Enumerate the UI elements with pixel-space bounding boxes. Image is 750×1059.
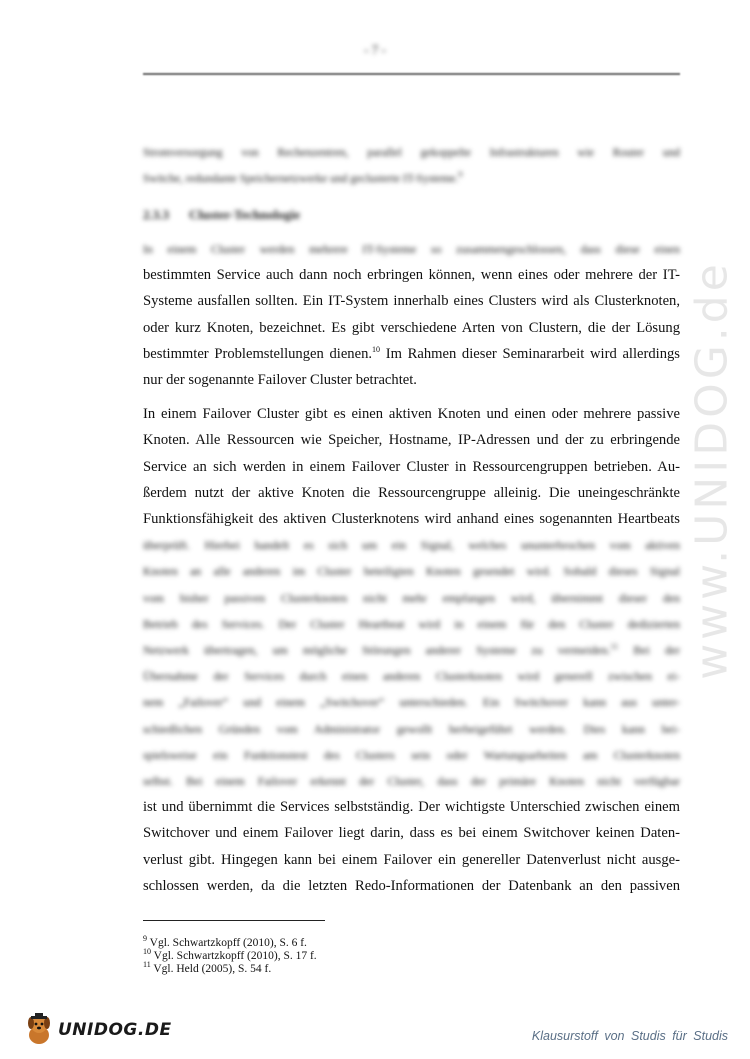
- footnote-ref-10: 10: [372, 344, 381, 354]
- section-title: Cluster-Technologie: [189, 207, 300, 222]
- p2-blur-line-2: Knoten an alle anderen im Cluster beteiligten Knoten gesendet wird. Sobald dieses Signal: [143, 564, 680, 579]
- p2-blur-line-10: selbst. Bei einem Failover erkennt der Cluster, dass der primäre Knoten nicht verfügbar: [143, 774, 680, 789]
- p2-blur-line-8: schiedlichen Gründen vom Administrator gewollt herbeigeführt werden. Dies kann bei-: [143, 721, 680, 736]
- logo-text: UNIDOG.DE: [58, 1020, 172, 1040]
- p2-blur-line-3: vom bisher passiven Clusterknoten nicht mehr empfangen wird, übernimmt dieser den: [143, 590, 680, 605]
- p2-blur-line-1: überprüft. Hierbei handelt es sich um ein Signal, welches ununterbrochen vom aktiven: [143, 538, 680, 553]
- section-number: 2.3.3: [143, 207, 169, 222]
- p1-line-5-end: Im Rahmen dieser Seminararbeit wird allerdings: [380, 345, 680, 362]
- p2-blur-line-9: spielsweise ein Funktionstest des Clusters sein oder Wartungsarbeiten am Clusterknoten: [143, 747, 680, 762]
- p2-line-5: Funktionsfähigkeit des aktiven Clusterknotens wird anhand eines sogenannten Heartbeats: [143, 511, 680, 528]
- watermark-text: www.UNIDOG.de: [686, 260, 738, 680]
- p1-line-2: bestimmten Service auch dann noch erbringen können, wenn eines oder mehrere der IT-: [143, 267, 680, 284]
- p1-line-4: oder kurz Knoten, bezeichnet. Es gibt verschiedene Arten von Clustern, die der Lösung: [143, 319, 680, 336]
- p2-blur-line-5-tail: Bei der: [618, 643, 681, 658]
- p2-blur-line-4: Betrieb des Services. Der Cluster Heartbeat wird in einem für den Cluster dedizierten: [143, 616, 680, 631]
- p2-line-2: Knoten. Alle Ressourcen wie Speicher, Hostname, IP-Adressen und der zu erbringende: [143, 432, 680, 449]
- p2-blur-line-5: [143, 637, 680, 663]
- page-number: - 7 -: [364, 42, 386, 57]
- section-heading: [143, 202, 680, 228]
- footnote-rule: [143, 920, 325, 921]
- intro-line-2: [143, 166, 680, 192]
- footnote-11-text: Vgl. Held (2005), S. 54 f.: [153, 963, 272, 975]
- p1-line-5-start: bestimmter Problemstellungen dienen.: [143, 345, 373, 362]
- footnotes: [143, 934, 680, 976]
- intro-line-2-text: Switche, redundante Speichernetzwerke und geclusterte IT-Systeme.: [143, 173, 459, 185]
- footnote-ref-11: 11: [610, 642, 619, 652]
- unidog-logo[interactable]: [22, 1012, 172, 1048]
- p2-line-3: Service an sich werden in einem Failover Cluster in Ressourcengruppen betrieben. Au-: [143, 458, 680, 475]
- p2-line-9: schlossen werden, da die letzten Redo-Informationen der Datenbank an den passiven: [143, 877, 680, 894]
- header-rule: [143, 73, 680, 75]
- footnote-9-text: Vgl. Schwartzkopff (2010), S. 6 f.: [149, 937, 307, 949]
- p2-blur-line-5-text: Netzwerk übertragen, um mögliche Störungen anderer Systeme zu vermeiden.: [143, 643, 611, 658]
- p1-line-6: nur der sogenannte Failover Cluster betrachtet.: [143, 372, 417, 389]
- p2-blur-line-7: nem „Failover“ und einem „Switchover“ unterschieden. Ein Switchover kann aus unter-: [143, 695, 680, 710]
- intro-paragraph: [143, 140, 680, 192]
- p2-line-6: ist und übernimmt die Services selbstständig. Der wichtigste Unterschied zwischen einem: [143, 799, 680, 816]
- page-body: [143, 140, 680, 899]
- p2-line-1: In einem Failover Cluster gibt es einen aktiven Knoten und einen oder mehrere passive: [143, 406, 680, 423]
- p2-line-8: verlust gibt. Hingegen kann bei einem Failover ein genereller Datenverlust nicht ausge-: [143, 851, 680, 868]
- dog-mascot-icon: [22, 1013, 56, 1047]
- footnote-ref-9: 9: [458, 170, 463, 180]
- p1-line-5: [143, 341, 680, 367]
- footnote-11-num: 11: [143, 960, 151, 970]
- footnote-9-num: 9: [143, 934, 147, 944]
- footnote-10-text: Vgl. Schwartzkopff (2010), S. 17 f.: [153, 950, 317, 962]
- p1-line-3: Systeme ausfallen sollten. Ein IT-System innerhalb eines Clusters wird als Clusterknoten,: [143, 293, 680, 310]
- footnote-10: [143, 947, 680, 963]
- footer-tagline: Klausurstoff von Studis für Studis: [531, 1029, 728, 1043]
- p2-line-4: ßerdem nutzt der aktive Knoten die Ressourcengruppe alleinig. Die uneingeschränkte: [143, 484, 680, 501]
- p1-line-1: In einem Cluster werden mehrere IT-Systeme so zusammengeschlossen, dass diese einen: [143, 242, 680, 256]
- p2-blur-line-6: Übernahme der Services durch einen anderen Clusterknoten wird generell zwischen ei-: [143, 669, 680, 684]
- footnote-10-num: 10: [143, 947, 151, 957]
- paragraph-failover: [143, 401, 680, 899]
- intro-line-1: Stromversorgung von Rechenzentren, parallel gekoppelte Infrastrukturen wie Router und: [143, 147, 680, 159]
- footnote-11: [143, 960, 680, 976]
- paragraph-cluster-intro: [143, 236, 680, 393]
- footnote-9: [143, 934, 680, 950]
- p2-line-7: Switchover und einem Failover liegt darin, dass es bei einem Switchover keinen Daten-: [143, 825, 680, 842]
